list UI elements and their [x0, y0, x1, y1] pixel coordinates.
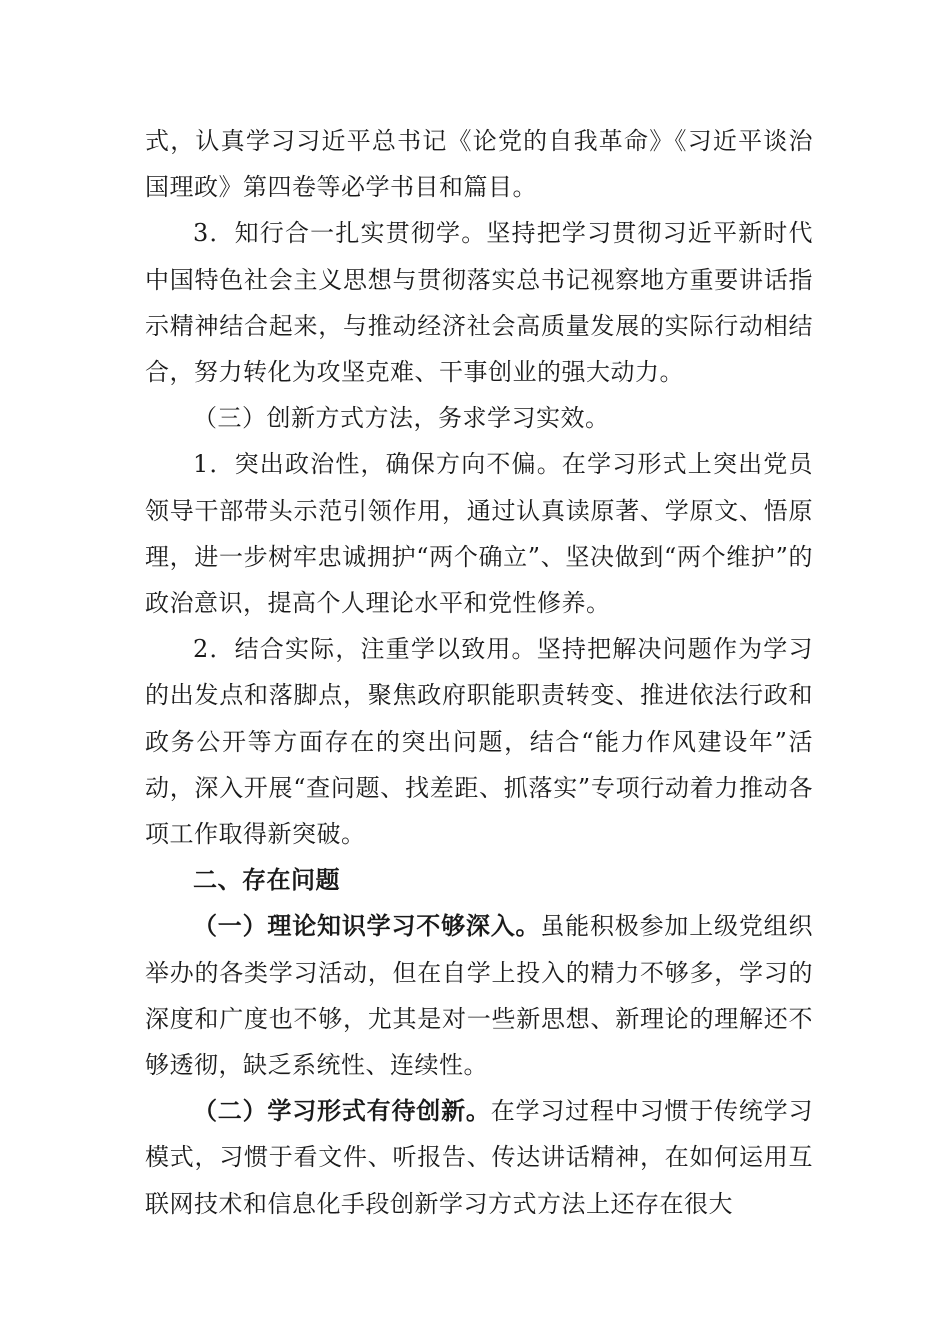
problem-text-1: 虽能积极参加上级党组织举办的各类学习活动，但在自学上投入的精力不够多，学习的深度和广度也不够，尤其是对一些新思想、新理论的理解还不够透彻，缺乏系统性、连续性。: [145, 912, 813, 1080]
section-heading-3: （三）创新方式方法，务求学习实效。: [193, 404, 610, 433]
paragraph-item-1: 1．突出政治性，确保方向不偏。在学习形式上突出党员领导干部带头示范引领作用，通过认真读原著、学原文、悟原理，进一步树牢忠诚拥护“两个确立”、坚决做到“两个维护”的政治意识，提高个人理论水平和党性修养。: [145, 450, 813, 618]
problem-paragraph-2: [145, 1088, 813, 1227]
paragraph-item-3: 3．知行合一扎实贯彻学。坚持把学习贯彻习近平新时代中国特色社会主义思想与贯彻落实总书记视察地方重要讲话指示精神结合起来，与推动经济社会高质量发展的实际行动相结合，努力转化为攻坚克难、干事创业的强大动力。: [145, 219, 813, 387]
chapter-heading-problems: 二、存在问题: [193, 866, 340, 895]
problem-heading-2: （二）学习形式有待创新。: [193, 1097, 491, 1126]
paragraph-continuation: 式，认真学习习近平总书记《论党的自我革命》《习近平谈治国理政》第四卷等必学书目和篇目。: [145, 127, 813, 202]
document-body: [145, 118, 813, 1227]
problem-paragraph-1: [145, 903, 813, 1088]
problem-heading-1: （一）理论知识学习不够深入。: [193, 912, 541, 941]
paragraph-item-2: 2．结合实际，注重学以致用。坚持把解决问题作为学习的出发点和落脚点，聚焦政府职能职责转变、推进依法行政和政务公开等方面存在的突出问题，结合“能力作风建设年”活动，深入开展“查问题、找差距、抓落实”专项行动着力推动各项工作取得新突破。: [145, 635, 813, 849]
problem-text-2: 在学习过程中习惯于传统学习模式，习惯于看文件、听报告、传达讲话精神，在如何运用互联网技术和信息化手段创新学习方式方法上还存在很大: [145, 1097, 813, 1218]
